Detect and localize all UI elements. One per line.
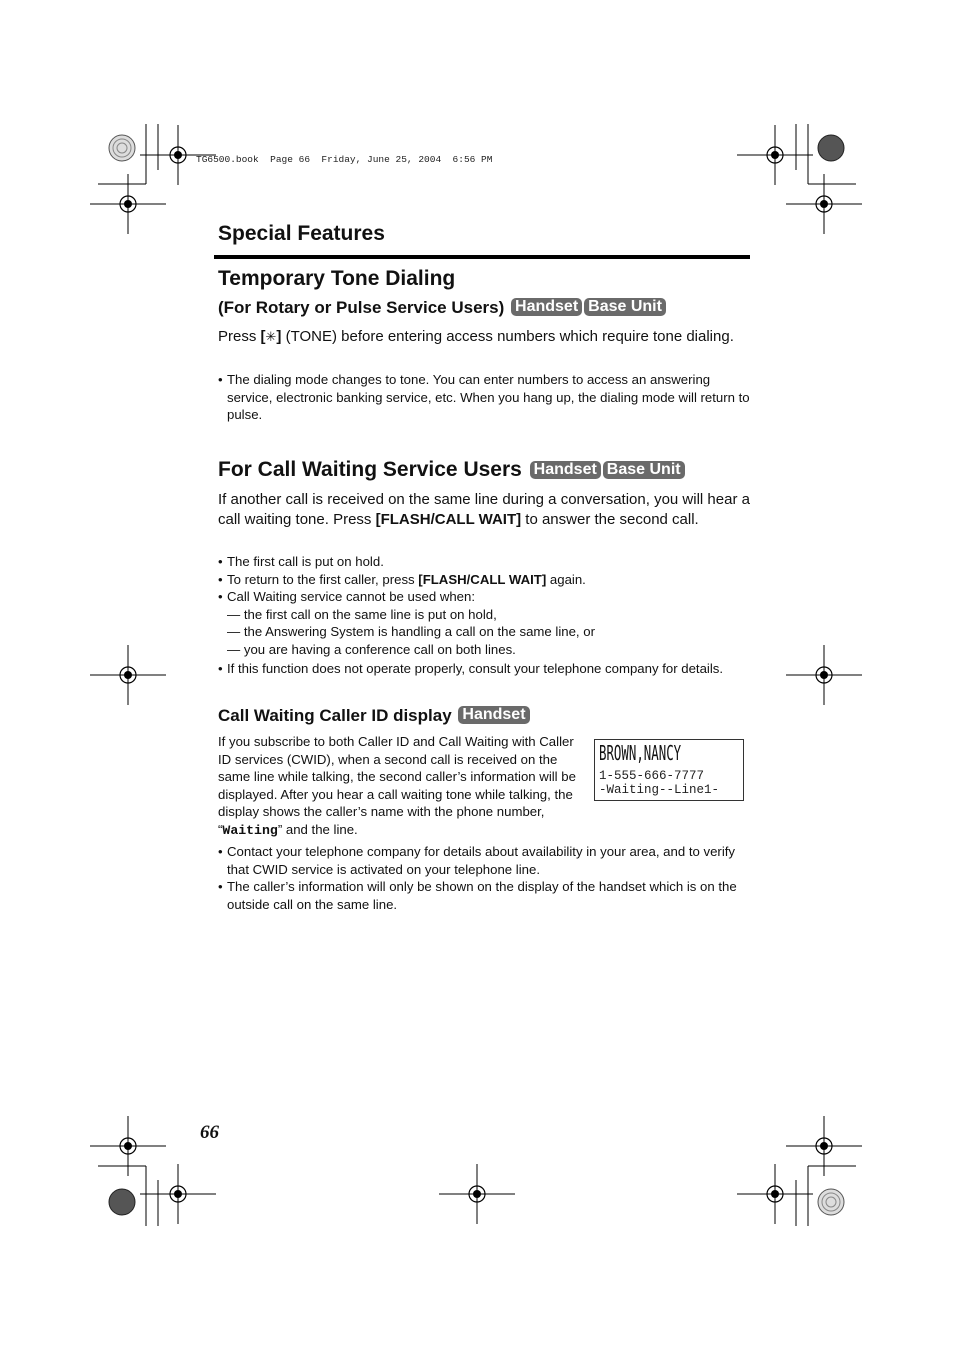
intro-text: to answer the second call.: [521, 510, 699, 528]
list-item: [218, 571, 746, 589]
handset-badge: Handset: [511, 298, 582, 316]
intro-text: If another call is received on the same line during a conversation, you will hear a call waiting tone. Press: [218, 491, 750, 528]
caller-name: BROWN,NANCY: [599, 741, 682, 765]
cwid-title: Call Waiting Caller ID display: [218, 706, 452, 725]
call-waiting-bullets: [218, 553, 746, 677]
cwid-description: [218, 733, 586, 840]
book-file-header: TG6500.book Page 66 Friday, June 25, 2004 6:56 PM: [196, 154, 493, 165]
sub-list-item: — the first call on the same line is put on hold,: [227, 606, 497, 622]
registration-crosshair-icon: [786, 1116, 862, 1176]
registration-crosshair-icon: [140, 1164, 216, 1224]
base-unit-badge: Base Unit: [584, 298, 666, 316]
list-item: • Call Waiting service cannot be used when:: [218, 588, 746, 606]
call-waiting-heading: [218, 458, 685, 482]
flash-call-wait-key: [FLASH/CALL WAIT]: [375, 510, 522, 528]
tone-dialing-instruction: [218, 327, 748, 348]
handset-display-example: [594, 739, 744, 801]
sub-list-item: — the Answering System is handling a call on the same line, or: [227, 624, 595, 640]
tone-dialing-subtitle: (For Rotary or Pulse Service Users): [218, 298, 505, 317]
description-text: ” and the line.: [277, 821, 358, 837]
key-bracket-open: [: [260, 328, 266, 345]
flash-call-wait-key: [FLASH/CALL WAIT]: [418, 571, 547, 587]
list-item-text: again.: [546, 571, 586, 587]
registration-target-icon: [818, 135, 844, 161]
base-unit-badge: Base Unit: [603, 461, 685, 479]
waiting-display-text: Waiting: [222, 822, 278, 838]
section-title: Special Features: [218, 222, 385, 245]
handset-badge: Handset: [458, 706, 529, 724]
tone-dialing-subheading: [218, 298, 666, 318]
instruction-text: Press: [218, 328, 261, 345]
list-item-text: To return to the first caller, press: [227, 571, 419, 587]
registration-target-icon: [109, 135, 135, 161]
registration-target-icon: [818, 1189, 844, 1215]
cwid-heading: [218, 706, 530, 726]
handset-badge: Handset: [530, 461, 601, 479]
instruction-text: (TONE) before entering access numbers which require tone dialing.: [281, 328, 734, 345]
section-divider: [214, 255, 750, 259]
cwid-bullets: [218, 843, 746, 913]
registration-crosshair-icon: [90, 645, 166, 705]
registration-crosshair-icon: [737, 125, 813, 185]
list-item: • If this function does not operate properly, consult your telephone company for details.: [218, 660, 746, 678]
sub-list-item: — you are having a conference call on both lines.: [227, 641, 516, 657]
call-waiting-title: For Call Waiting Service Users: [218, 458, 522, 481]
list-item: • The caller’s information will only be shown on the display of the handset which is on the outside call on the same line.: [218, 878, 746, 913]
call-waiting-intro: [218, 490, 750, 529]
registration-crosshair-icon: [90, 174, 166, 234]
registration-target-icon: [109, 1189, 135, 1215]
waiting-line-status: -Waiting--Line1-: [599, 783, 720, 797]
caller-number: 1-555-666-7777: [599, 769, 705, 783]
page-number: 66: [200, 1122, 219, 1143]
star-key-icon: ✳: [265, 330, 277, 345]
registration-crosshair-icon: [786, 174, 862, 234]
registration-crosshair-icon: [90, 1116, 166, 1176]
description-text: If you subscribe to both Caller ID and Call Waiting with Caller ID services (CWID), when a second call is received on the same line while talking, the second caller’s information will be displayed. After you hear a call waiting tone while talking, the display shows the caller’s name with the phone number, “: [218, 734, 576, 837]
registration-crosshair-icon: [439, 1164, 515, 1224]
tone-dialing-heading: Temporary Tone Dialing: [218, 267, 456, 290]
tone-dialing-note: • The dialing mode changes to tone. You can enter numbers to access an answering service, electronic banking service, etc. When you hang up, the dialing mode will return to pulse.: [218, 371, 755, 424]
key-bracket-close: ]: [276, 328, 282, 345]
list-item: • Contact your telephone company for details about availability in your area, and to verify that CWID service is activated on your telephone line.: [218, 843, 746, 878]
list-item: • The first call is put on hold.: [218, 553, 746, 571]
registration-crosshair-icon: [786, 645, 862, 705]
registration-crosshair-icon: [737, 1164, 813, 1224]
